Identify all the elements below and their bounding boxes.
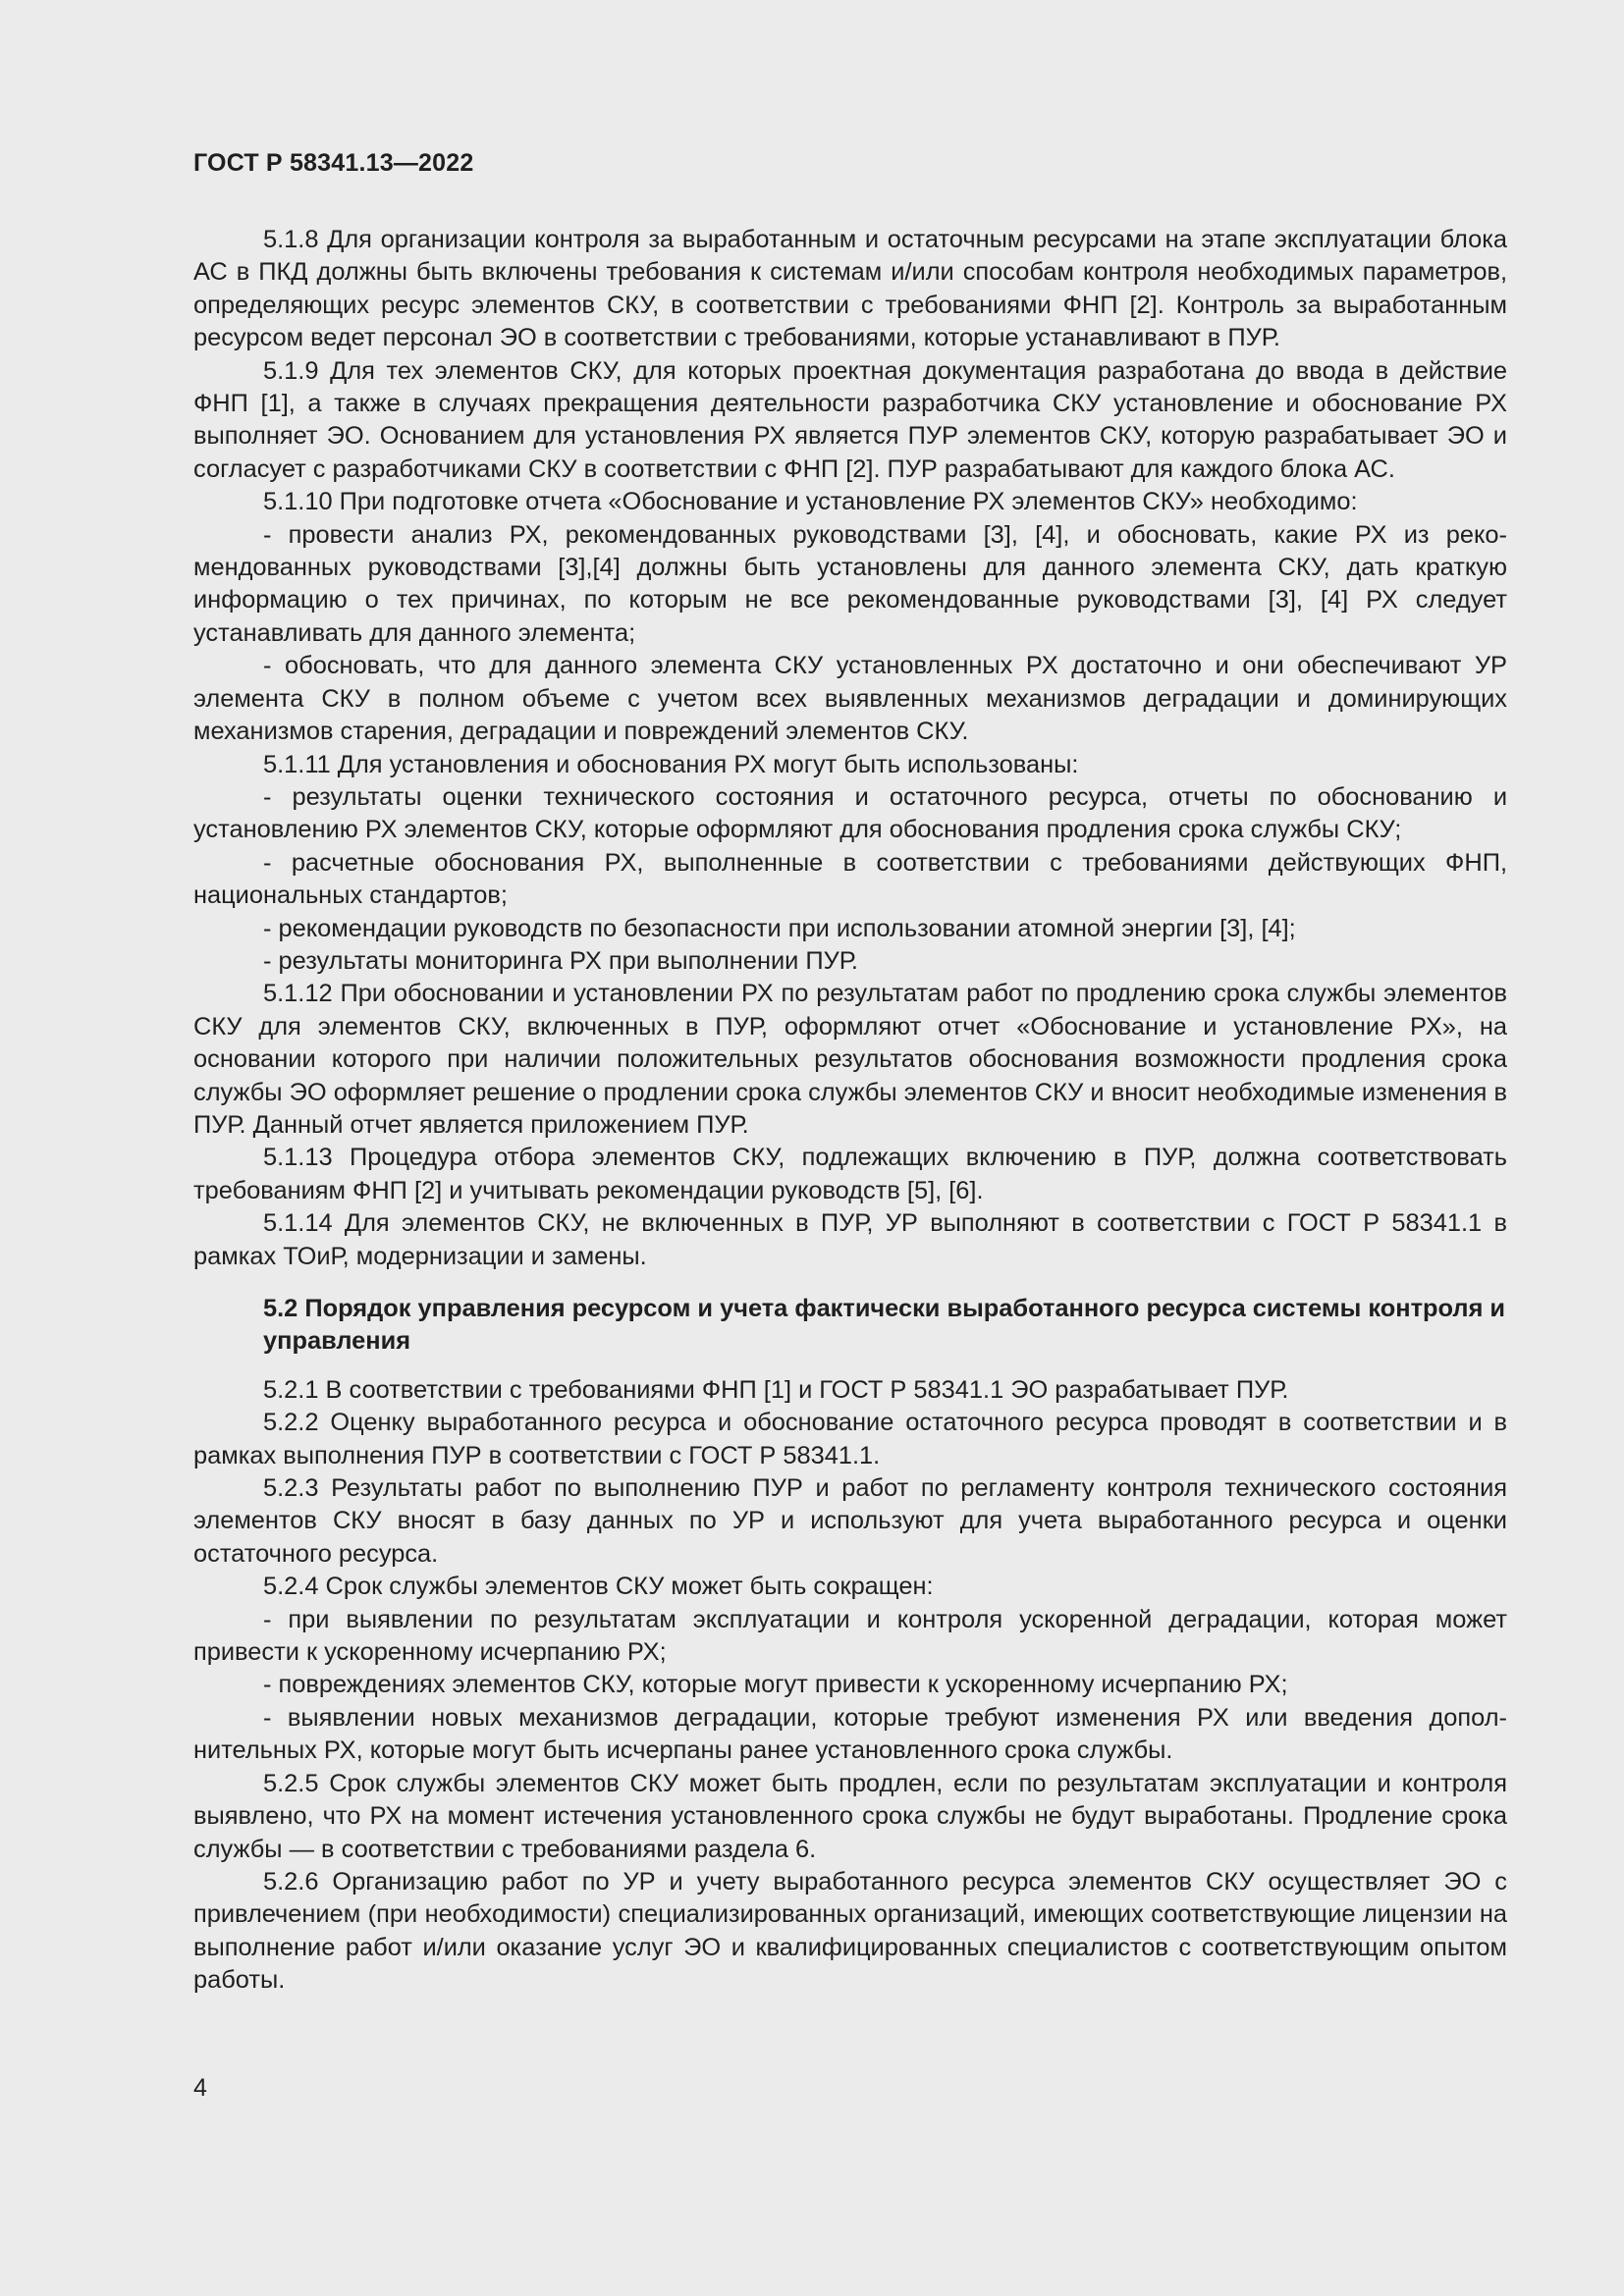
document-page <box>193 0 1507 2296</box>
paragraph-5-2-5: 5.2.5 Срок службы элементов СКУ может быть продлен, если по результатам эксплуатации и контроля выявлено, что РХ на момент истечения установленного срока службы не будут выработаны. Продление срока службы — в соответствии с требованиями раздела 6. <box>193 1769 1507 1863</box>
list-item: - результаты мониторинга РХ при выполнении ПУР. <box>263 946 858 975</box>
paragraph-5-1-10: 5.1.10 При подготовке отчета «Обоснование и установление РХ элементов СКУ» необходимо: <box>263 488 1358 516</box>
list-item: - обосновать, что для данного элемента СКУ установленных РХ достаточно и они обеспечивают УР элемента СКУ в полном объеме с учетом всех выявленных механизмов деградации и доминирующих механизмов старения, деградации и повреждений элементов СКУ. <box>193 652 1507 746</box>
list-item: - повреждениях элементов СКУ, которые могут привести к ускоренному исчерпанию РХ; <box>263 1671 1288 1699</box>
paragraph-5-1-9: 5.1.9 Для тех элементов СКУ, для которых проектная документация разработана до ввода в действие ФНП [1], а также в случаях прекращения деятельности разработчика СКУ установление и обоснование РХ выполняет ЭО. Основанием для установления РХ является ПУР элементов СКУ, которую разрабатывает ЭО и согласует с разработчиками СКУ в соответствии с ФНП [2]. ПУР разрабатывают для каждого блока АС. <box>193 356 1507 483</box>
paragraph-5-1-11: 5.1.11 Для установления и обоснования РХ могут быть использованы: <box>263 750 1079 778</box>
paragraph-5-1-14: 5.1.14 Для элементов СКУ, не включенных в ПУР, УР выполняют в соответствии с ГОСТ Р 58341.1 в рамках ТОиР, модернизации и замены. <box>193 1209 1507 1270</box>
list-item: - расчетные обоснования РХ, выполненные в соответствии с требованиями действующих ФНП, национальных стандартов; <box>193 848 1507 910</box>
paragraph-5-1-13: 5.1.13 Процедура отбора элементов СКУ, подлежащих включению в ПУР, должна соответствовать требованиям ФНП [2] и учитывать рекомендации руководств [5], [6]. <box>193 1144 1507 1204</box>
paragraph-5-2-6: 5.2.6 Организацию работ по УР и учету выработанного ресурса элементов СКУ осуществляет ЭО с привлечением (при необходимости) специализированных организаций, имеющих соответствующие лицензии на выполнение работ и/или оказание услуг ЭО и квалифицированных специалистов с соответствующим опытом работы. <box>193 1867 1507 1995</box>
paragraph-5-2-4: 5.2.4 Срок службы элементов СКУ может быть сокращен: <box>263 1573 934 1601</box>
paragraph-5-1-12: 5.1.12 При обосновании и установлении РХ по результатам работ по продлению срока службы элементов СКУ для элементов СКУ, включенных в ПУР, оформляют отчет «Обоснование и установление РХ», на основании которого при наличии положительных результатов обоснования возможности продления срока службы ЭО оформляет решение о продлении срока службы элементов СКУ и вносит необходимые изменения в ПУР. Данный отчет является приложением ПУР. <box>193 980 1507 1139</box>
section-heading-5-2: 5.2 Порядок управления ресурсом и учета фактически выработанного ресурса системы контроля и управления <box>263 1295 1506 1356</box>
paragraph-5-2-3: 5.2.3 Результаты работ по выполнению ПУР и работ по регламенту контроля технического состояния элементов СКУ вносят в базу данных по УР и используют для учета выработанного ресурса и оценки остаточного ресурса. <box>193 1474 1507 1568</box>
list-item: - результаты оценки технического состояния и остаточного ресурса, отчеты по обоснованию и установлению РХ элементов СКУ, которые оформляют для обоснования продления срока службы СКУ; <box>193 782 1507 844</box>
paragraph-5-2-1: 5.2.1 В соответствии с требованиями ФНП [1] и ГОСТ Р 58341.1 ЭО разрабатывает ПУР. <box>263 1375 1289 1404</box>
page-number: 4 <box>193 2074 207 2102</box>
list-item: - рекомендации руководств по безопасности при использовании атомной энергии [3], [4]; <box>263 914 1296 942</box>
paragraph-5-1-8: 5.1.8 Для организации контроля за выработанным и остаточным ресурсами на этапе эксплуатации блока АС в ПКД должны быть включены требования к системам и/или способам контроля необходимых параметров, определяющих ресурс элементов СКУ, в соответствии с требованиями ФНП [2]. Контроль за выработанным ресурсом ведет персонал ЭО в соответствии с требованиями, которые устанавливают в ПУР. <box>193 226 1507 352</box>
paragraph-5-2-2: 5.2.2 Оценку выработанного ресурса и обоснование остаточного ресурса проводят в соответствии и в рамках выполнения ПУР в соответствии с ГОСТ Р 58341.1. <box>193 1409 1507 1469</box>
list-item: - провести анализ РХ, рекомендованных руководствами [3], [4], и обосновать, какие РХ из рекомендованных руководствами [3],[4] должны быть установлены для данного элемента СКУ, дать краткую информацию о тех причинах, по которым не все рекомендованные руководствами [3], [4] РХ следует устанавливать для данного элемента; <box>193 520 1507 647</box>
list-item: - при выявлении по результатам эксплуатации и контроля ускоренной деградации, которая может привести к ускоренному исчерпанию РХ; <box>193 1605 1507 1667</box>
list-item: - выявлении новых механизмов деградации, которые требуют изменения РХ или введения дополнительных РХ, которые могут быть исчерпаны ранее установленного срока службы. <box>193 1703 1507 1765</box>
document-header: ГОСТ Р 58341.13—2022 <box>193 149 474 177</box>
document-body <box>193 224 1507 1998</box>
